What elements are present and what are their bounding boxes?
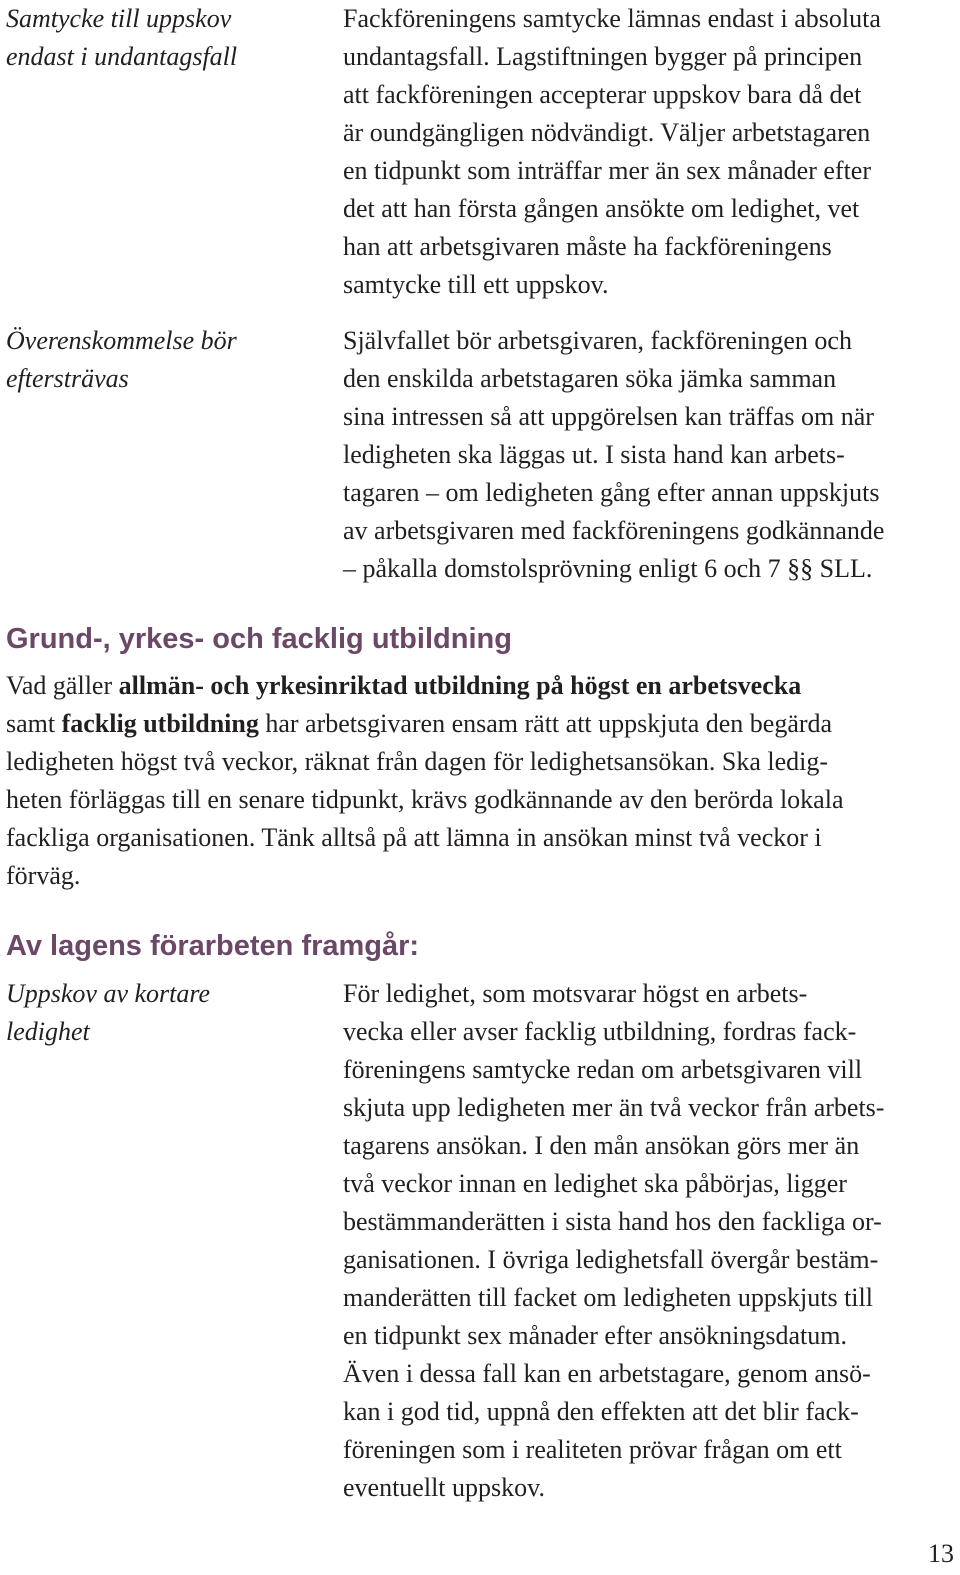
- bold-text-run: allmän- och yrkesinriktad utbildning på högst en arbetsvecka: [118, 671, 802, 700]
- paragraph-line: ledigheten ska läggas ut. I sista hand kan arbets-: [343, 440, 845, 469]
- section-heading-utbildning: Grund-, yrkes- och facklig utbildning: [6, 623, 512, 655]
- paragraph-line: tagarens ansökan. I den mån ansökan görs mer än: [343, 1131, 860, 1160]
- paragraph-line: är oundgängligen nödvändigt. Väljer arbetstagaren: [343, 118, 871, 147]
- section-heading-forarbeten: Av lagens förarbeten framgår:: [6, 930, 420, 962]
- paragraph-line: ledigheten högst två veckor, räknat från dagen för ledighetsansökan. Ska ledig-: [6, 747, 829, 776]
- margin-note-samtycke: [6, 0, 306, 76]
- paragraph-samtycke: [343, 0, 960, 304]
- paragraph-kortare: [343, 975, 960, 1507]
- paragraph-line: Självfallet bör arbetsgivaren, fackföreningen och: [343, 326, 852, 355]
- margin-note-line: eftersträvas: [6, 364, 129, 393]
- paragraph-line: heten förläggas till en senare tidpunkt, krävs godkännande av den berörda lokala: [6, 785, 844, 814]
- paragraph-utbildning: [6, 667, 960, 895]
- text-run: har arbetsgivaren ensam rätt att uppskjuta den begärda: [258, 709, 833, 738]
- paragraph-line: manderätten till facket om ledigheten uppskjuts till: [343, 1283, 873, 1312]
- bold-text-run: facklig utbildning: [61, 709, 259, 738]
- paragraph-line: av arbetsgivaren med fackföreningens godkännande: [343, 516, 885, 545]
- paragraph-line: – påkalla domstolsprövning enligt 6 och 7 §§ SLL.: [343, 554, 873, 583]
- margin-note-overenskommelse: [6, 322, 306, 398]
- paragraph-line: bestämmanderätten i sista hand hos den fackliga or-: [343, 1207, 882, 1236]
- paragraph-line: en tidpunkt sex månader efter ansökningsdatum.: [343, 1321, 847, 1350]
- paragraph-line: skjuta upp ledigheten mer än två veckor från arbets-: [343, 1093, 885, 1122]
- paragraph-overenskommelse: [343, 322, 960, 588]
- margin-note-uppskov-kortare: [6, 975, 306, 1051]
- paragraph-line: Även i dessa fall kan en arbetstagare, genom ansö-: [343, 1359, 871, 1388]
- paragraph-line: Fackföreningens samtycke lämnas endast i absoluta: [343, 4, 881, 33]
- paragraph-line: föreningen som i realiteten prövar frågan om ett: [343, 1435, 842, 1464]
- paragraph-line: [6, 667, 960, 705]
- page-number: 13: [928, 1539, 954, 1568]
- paragraph-line: [6, 705, 960, 743]
- margin-note-line: Uppskov av kortare: [6, 979, 211, 1008]
- margin-note-line: Överenskommelse bör: [6, 326, 237, 355]
- paragraph-line: sina intressen så att uppgörelsen kan träffas om när: [343, 402, 874, 431]
- paragraph-line: För ledighet, som motsvarar högst en arbets-: [343, 979, 808, 1008]
- paragraph-line: kan i god tid, uppnå den effekten att det blir fack-: [343, 1397, 859, 1426]
- margin-note-line: Samtycke till uppskov: [6, 4, 232, 33]
- paragraph-line: en tidpunkt som inträffar mer än sex månader efter: [343, 156, 871, 185]
- paragraph-line: ganisationen. I övriga ledighetsfall övergår bestäm-: [343, 1245, 879, 1274]
- paragraph-line: eventuellt uppskov.: [343, 1473, 545, 1502]
- paragraph-line: att fackföreningen accepterar uppskov bara då det: [343, 80, 862, 109]
- paragraph-line: samtycke till ett uppskov.: [343, 270, 609, 299]
- margin-note-line: ledighet: [6, 1017, 90, 1046]
- paragraph-line: två veckor innan en ledighet ska påbörjas, ligger: [343, 1169, 847, 1198]
- margin-note-line: endast i undantagsfall: [6, 42, 238, 71]
- text-run: Vad gäller: [6, 671, 119, 700]
- paragraph-line: den enskilda arbetstagaren söka jämka samman: [343, 364, 837, 393]
- paragraph-line: vecka eller avser facklig utbildning, fordras fack-: [343, 1017, 857, 1046]
- paragraph-line: han att arbetsgivaren måste ha fackföreningens: [343, 232, 832, 261]
- paragraph-line: undantagsfall. Lagstiftningen bygger på principen: [343, 42, 863, 71]
- paragraph-line: det att han första gången ansökte om ledighet, vet: [343, 194, 860, 223]
- paragraph-line: fackliga organisationen. Tänk alltså på att lämna in ansökan minst två veckor i: [6, 823, 822, 852]
- paragraph-line: föreningens samtycke redan om arbetsgivaren vill: [343, 1055, 863, 1084]
- text-run: samt: [6, 709, 62, 738]
- paragraph-line: tagaren – om ledigheten gång efter annan uppskjuts: [343, 478, 880, 507]
- paragraph-line: förväg.: [6, 861, 81, 890]
